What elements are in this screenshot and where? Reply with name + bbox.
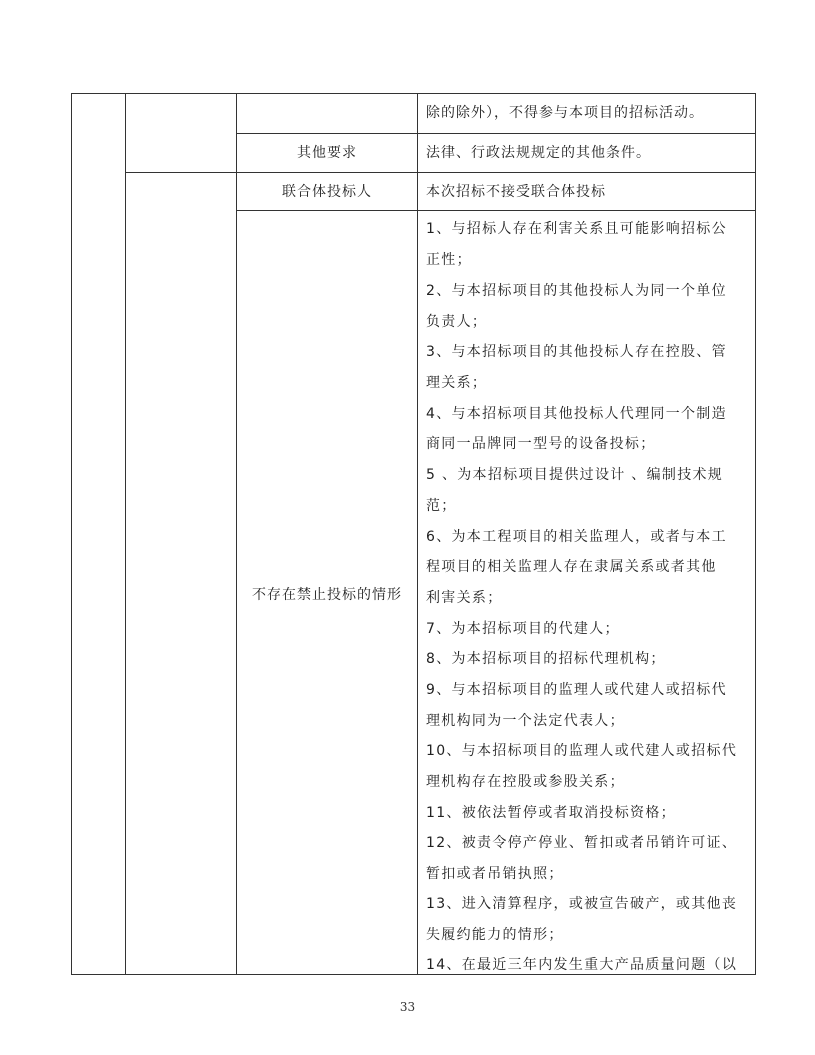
table-border-right xyxy=(755,93,756,975)
row4-line: 8、为本招标项目的招标代理机构； xyxy=(426,651,666,667)
row2-label: 其他要求 xyxy=(297,145,357,161)
row4-line: 13、进入清算程序，或被宣告破产，或其他丧 xyxy=(426,896,738,912)
table-col-divider-1 xyxy=(125,93,126,975)
row4-line: 失履约能力的情形； xyxy=(426,927,564,943)
row4-line: 负责人； xyxy=(426,314,488,330)
row4-line: 理机构存在控股或参股关系； xyxy=(426,774,625,790)
row3-content: 本次招标不接受联合体投标 xyxy=(426,184,606,200)
table-col-divider-2 xyxy=(236,93,237,975)
row4-line: 理机构同为一个法定代表人； xyxy=(426,713,625,729)
row4-line: 程项目的相关监理人存在隶属关系或者其他 xyxy=(426,559,717,575)
row4-line: 利害关系； xyxy=(426,590,503,606)
row4-line: 9、与本招标项目的监理人或代建人或招标代 xyxy=(426,682,727,698)
row4-line: 5 、为本招标项目提供过设计 、编制技术规 xyxy=(426,467,724,483)
row4-line: 2、与本招标项目的其他投标人为同一个单位 xyxy=(426,283,727,299)
row-divider-2 xyxy=(125,172,756,173)
row4-line: 理关系； xyxy=(426,375,488,391)
row1-content: 除的除外），不得参与本项目的招标活动。 xyxy=(426,105,704,121)
row4-line: 6、为本工程项目的相关监理人，或者与本工 xyxy=(426,529,727,545)
row4-line: 4、与本招标项目其他投标人代理同一个制造 xyxy=(426,406,727,422)
row4-line: 范； xyxy=(426,498,457,514)
row4-line: 10、与本招标项目的监理人或代建人或招标代 xyxy=(426,743,738,759)
row-divider-1 xyxy=(236,133,756,134)
table-border-top xyxy=(71,93,756,94)
row-divider-3 xyxy=(236,210,756,211)
row2-content: 法律、行政法规规定的其他条件。 xyxy=(426,145,651,161)
row4-line: 暂扣或者吊销执照； xyxy=(426,866,564,882)
row4-line: 14、在最近三年内发生重大产品质量问题（以 xyxy=(426,957,738,973)
row3-label: 联合体投标人 xyxy=(282,184,372,200)
table-col-divider-3 xyxy=(417,93,418,975)
page-number: 33 xyxy=(399,1000,416,1014)
row4-line: 11、被依法暂停或者取消投标资格； xyxy=(426,805,676,821)
row4-label: 不存在禁止投标的情形 xyxy=(252,587,402,603)
row4-line: 正性； xyxy=(426,252,472,268)
row4-line: 商同一品牌同一型号的设备投标； xyxy=(426,436,656,452)
row4-line: 12、被责令停产停业、暂扣或者吊销许可证、 xyxy=(426,835,738,851)
table-border-left xyxy=(71,93,72,975)
row4-line: 3、与本招标项目的其他投标人存在控股、管 xyxy=(426,344,727,360)
row4-line: 7、为本招标项目的代建人； xyxy=(426,621,620,637)
row4-line: 1、与招标人存在利害关系且可能影响招标公 xyxy=(426,221,727,237)
